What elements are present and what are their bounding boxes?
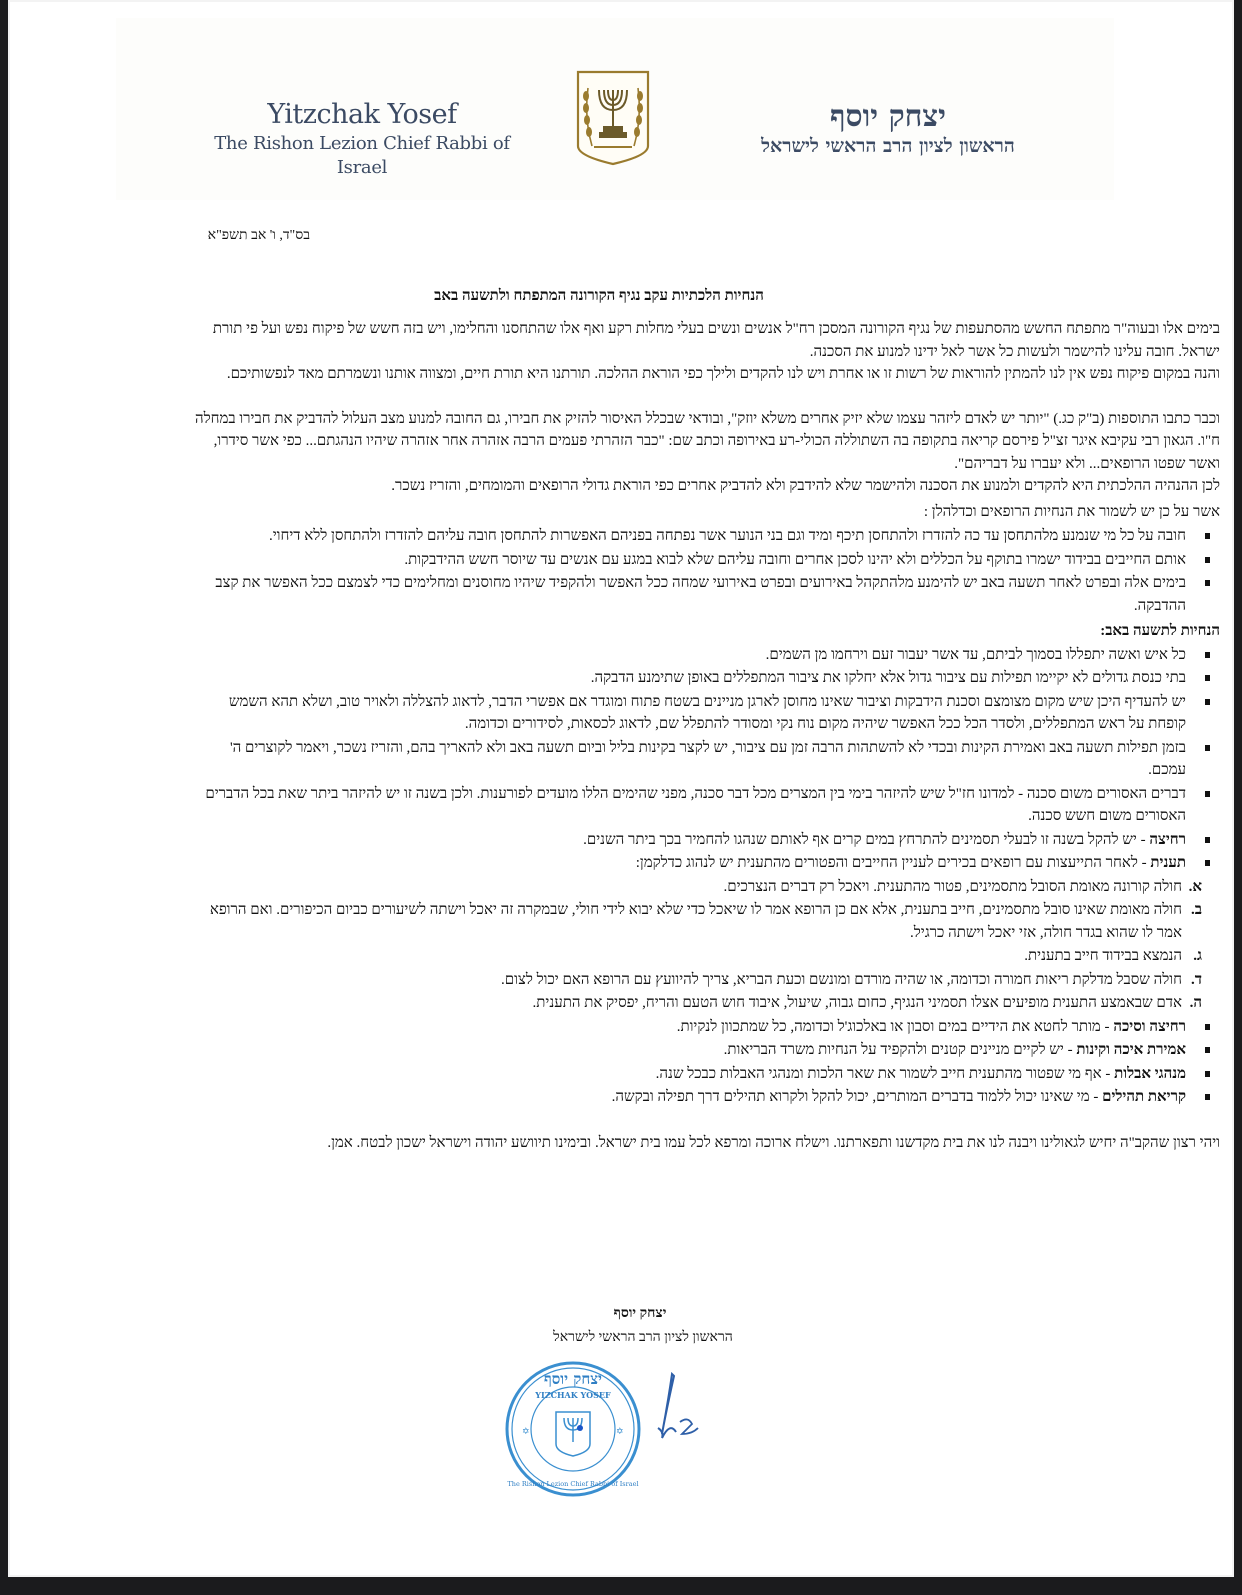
svg-text:The Rishon Lezion Chief Rabbi: The Rishon Lezion Chief Rabbi of Israel bbox=[507, 1480, 639, 1488]
list-item: בתי כנסת גדולים לא יקיימו תפילות עם ציבור גדול אלא יחלקו את ציבור המתפללים באופן שתימנע הדבקה. bbox=[194, 667, 1220, 690]
signature-block bbox=[8, 1302, 1234, 1350]
fasting-case: ב. חולה מאומת שאינו סובל מתסמינים, חייב בתענית, אלא אם כן הרופא אמר לו שיאכל כדי שלא יבוא לידי חולי, שבמקרה זה יאכל וישתה לשיעורים כביום הכיפורים. ואם הרופא אמר לו שהוא בגדר חולה, אזי יאכל וישתה כרגיל. bbox=[209, 902, 1202, 941]
svg-text:יצחק יוסף: יצחק יוסף bbox=[544, 1370, 602, 1388]
fasting-case: ד. חולה שסבל מדלקת ריאות חמורה וכדומה, או שהיה מורדם ומונשם וכעת הבריא, צריך להיוועץ עם הרופא האם יכול לצום. bbox=[501, 971, 1202, 988]
english-name: Yitzchak Yosef bbox=[267, 99, 457, 130]
list-item: מנהגי אבלות - אף מי שפטור מהתענית חייב לשמור את שאר הלכות ומנהגי האבלות כבכל שנה. bbox=[194, 1063, 1220, 1086]
item-label: מנהגי אבלות bbox=[1114, 1065, 1186, 1082]
hebrew-title: הראשון לציון הרב הראשי לישראל bbox=[761, 135, 1015, 157]
letterhead-hebrew bbox=[728, 100, 1048, 158]
item-label: קריאת תהילים bbox=[1102, 1089, 1186, 1105]
tisha-bav-guidelines-list bbox=[194, 644, 1220, 875]
svg-text:YIZCHAK YOSEF: YIZCHAK YOSEF bbox=[535, 1390, 611, 1400]
document-body bbox=[194, 318, 1220, 1154]
fasting-case: ג. הנמצא בבידוד חייב בתענית. bbox=[1024, 948, 1202, 964]
letterhead bbox=[116, 18, 1114, 200]
list-item: תענית - לאחר התייעצות עם רופאים בכירים לעניין החייבים והפטורים מהתענית יש לנהוג כדלקמן: bbox=[194, 852, 1220, 875]
list-item: בימים אלה ובפרט לאחר תשעה באב יש להימנע מלהתקהל באירועים ובפרט באירועי שמחה ככל האפשר ולהקפיד שיהיו מחוסנים ומחלימים כדי לצמצם ככל האפשר את קצב ההדבקה. bbox=[194, 572, 1220, 617]
item-label: אמירת איכה וקינות bbox=[1076, 1042, 1186, 1058]
sources-paragraph: אשר על כן יש לשמור את הנחיות הרופאים וכדלהלן : bbox=[923, 503, 1220, 520]
letterhead-english bbox=[192, 98, 532, 180]
intro-paragraph: בימים אלו ובעוה"ר מתפתח החשש מהסתעפות של נגיף הקורונה המסכן רח"ל אנשים ונשים בעלי מחלות רקע ואף אלו שהתחסנו והחלימו, ויש בזה חשש של פיקוח נפש ועל פי תורת ישראל. חובה עלינו להישמר ולעשות כל אשר לאל ידינו למנוע את הסכנה. bbox=[212, 321, 1220, 360]
item-label: רחיצה bbox=[1149, 831, 1186, 848]
signer-title: הראשון לציון הרב הראשי לישראל bbox=[553, 1330, 733, 1345]
fasting-case: ה. אדם שבאמצע התענית מופיעים אצלו תסמיני הנגיף, כחום גבוה, שיעול, איבוד חוש הטעם והריח, יפסיק את התענית. bbox=[532, 995, 1202, 1011]
intro-paragraph: והנה במקום פיקוח נפש אין לנו להמתין להוראות של רשות זו או אחרת ויש לנו להקדים ולילך כפי הוראת ההלכה. תורתנו היא תורת חיים, ומצווה אותנו ונשמרתם מאד לנפשותיכם. bbox=[226, 366, 1220, 382]
sources-paragraph: לכן ההנהיה ההלכתית היא להקדים ולמנוע את הסכנה ולהישמר שלא להידבק ולא להדביק אחרים כפי הוראת גדולי הרופאים והמומחים, והזריז נשכר. bbox=[391, 478, 1220, 494]
list-item: קריאת תהילים - מי שאינו יכול ללמוד בדברים המותרים, יכול להקל ולקרוא תהילים דרך תפילה ובקשה. bbox=[194, 1086, 1220, 1109]
tisha-bav-heading: הנחיות לתשעה באב: bbox=[1100, 623, 1220, 639]
document-date: בס"ד, ו' אב תשפ"א bbox=[207, 228, 310, 243]
list-item: רחיצה - יש להקל בשנה זו לבעלי תסמינים להתרחץ במים קרים אף לאותם שנהגו להחמיר בכך ביתר השנים. bbox=[194, 829, 1220, 852]
svg-text:✡: ✡ bbox=[616, 1426, 624, 1436]
item-label: תענית bbox=[1150, 855, 1186, 871]
list-item: יש להעדיף היכן שיש מקום מצומצם וסכנת הידבקות וציבור שאינו מחוסן לארגן מניינים בשטח פתוח ומוגדר אם אפשרי הדבר, לדאוג להצללה ולאויר טוב, ושלא תהא השמש קופחת על ראש המתפללים, ולסדר הכל ככל האפשר שיהיה מקום נוח נקי ומסודר להתפלל שם, לדאוג לכסאות, לסידורים וכדומה. bbox=[194, 691, 1220, 736]
hebrew-name: יצחק יוסף bbox=[830, 99, 946, 134]
fasting-case: א. חולה קורונה מאומת הסובל מתסמינים, פטור מהתענית. ויאכל רק דברים הנצרכים. bbox=[723, 878, 1202, 895]
list-item: בזמן תפילות תשעה באב ואמירת הקינות ובכדי לא להשתהות הרבה זמן עם ציבור, יש לקצר בקינות בליל וביום תשעה באב ולא להאריך בהם, והזריז נשכר, ויאמר לקוצרים ה' עמכם. bbox=[194, 737, 1220, 782]
list-item: דברים האסורים משום סכנה - למדונו חז"ל שיש להיזהר בימי בין המצרים מכל דבר סכנה, מפני שהימים הללו מועדים לפורענות. ולכן בשנה זו יש להיזהר ביתר שאת בכל הדברים האסורים משום חשש סכנה. bbox=[194, 783, 1220, 828]
document-page bbox=[8, 0, 1234, 1577]
list-item: אמירת איכה וקינות - יש לקיים מניינים קטנים ולהקפיד על הנחיות משרד הבריאות. bbox=[194, 1039, 1220, 1062]
handwritten-signature-icon bbox=[648, 1372, 714, 1442]
fasting-cases-list bbox=[194, 876, 1220, 1015]
final-guidelines-list bbox=[194, 1016, 1220, 1109]
list-item: אותם החייבים בבידוד ישמרו בתוקף על הכללים ולא יהינו לסכן אחרים וחובה עליהם שלא לבוא במגע עם אנשים עד שיוסר חשש ההידבקות. bbox=[194, 549, 1220, 572]
english-title: The Rishon Lezion Chief Rabbi of Israel bbox=[214, 133, 510, 178]
item-label: רחיצה וסיכה bbox=[1113, 1018, 1186, 1035]
list-item: רחיצה וסיכה - מותר לחטא את הידיים במים וסבון או באלכוג'ל וכדומה, כל שמתכוון לנקיות. bbox=[194, 1016, 1220, 1039]
svg-text:✡: ✡ bbox=[522, 1426, 530, 1436]
document-title: הנחיות הלכתיות עקב נגיף הקורונה המתפתח ולתשעה באב bbox=[434, 288, 764, 304]
signer-name: יצחק יוסף bbox=[613, 1306, 667, 1321]
general-guidelines-list bbox=[194, 525, 1220, 617]
sources-paragraph: וכבר כתבו התוספות (ב"ק כג.) "יותר יש לאדם ליזהר עצמו שלא יזיק אחרים משלא יוזק", ובודאי שבכלל האיסור להזיק את חבירו, גם החובה למנוע מצב העלול להדביק את חבירו במחלה ח"ו. הגאון רבי עקיבא איגר זצ"ל פירסם קריאה בתקופה בה השתוללה הכולי-רע באירופה וכתב שם: "כבר הזהרתי פעמים הרבה אזהרה אחר אזהרה שיהיו הנהגתם... כפי אשר סידרו, ואשר שפטו הרופאים... ולא יעברו על דבריהם". bbox=[194, 410, 1220, 472]
official-stamp-icon bbox=[504, 1360, 642, 1498]
israel-emblem-icon bbox=[574, 68, 652, 168]
list-item: חובה על כל מי שנמנע מלהתחסן עד כה להזדרז ולהתחסן תיכף ומיד וגם בני הנוער אשר נפתחה בפניהם האפשרות להתחסן חובה עליהם להזדרז ולהתחסן ללא דיחוי. bbox=[194, 525, 1220, 548]
list-item: כל איש ואשה יתפללו בסמוך לביתם, עד אשר יעבור זעם וירחמו מן השמים. bbox=[194, 644, 1220, 667]
closing-paragraph: ויהי רצון שהקב"ה יחיש לגאולינו ויבנה לנו את בית מקדשנו ותפארתנו. וישלח ארוכה ומרפא לכל עמו בית ישראל. ובימינו תיוושע יהודה וישראל ישכון לבטח. אמן. bbox=[327, 1134, 1220, 1151]
